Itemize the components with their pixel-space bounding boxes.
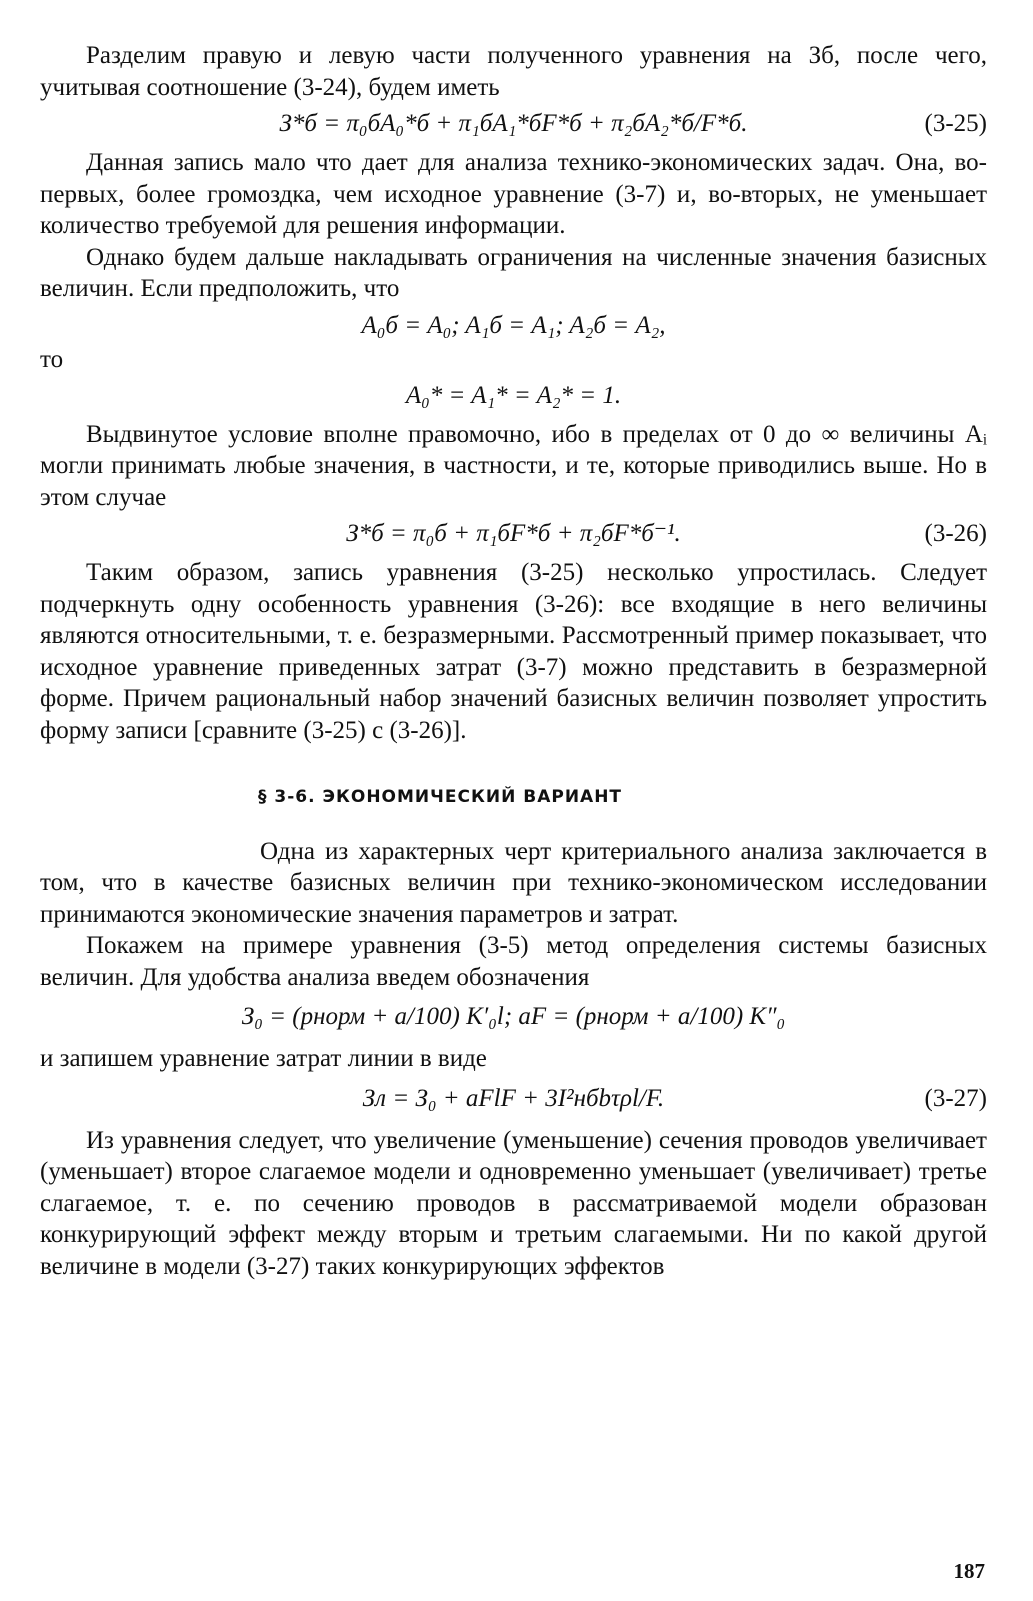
equation-3-25-expression: З*б = π₀бA₀*б + π₁бA₁*бF*б + π₂бA₂*б/F*б. [279,110,748,137]
page-number: 187 [953,1559,985,1583]
equation-3-27-number: (3-27) [924,1084,987,1112]
equation-3-26-expression: З*б = π₀б + π₁бF*б + π₂бF*б⁻¹. [346,520,681,547]
paragraph-write-cost: и запишем уравнение затрат линии в виде [40,1045,487,1072]
equation-3-27-expression: Зл = З₀ + aFlF + 3I²нбbτρl/F. [362,1084,665,1112]
equation-3-25-number: (3-25) [924,110,987,137]
paragraph-competing-effect: Из уравнения следует, что увеличение (уменьшение) сечения проводов увеличивает (уменьшает) второе слагаемое модели и одновременно уменьшает (увеличивает) третье слагаемое, т. е. по сечению проводов в рассматриваемой модели образован конкурирующий эффект между вторым и третьим слагаемыми. Ни по какой другой величине в модели (3-27) таких конкурирующих эффектов [40,1126,987,1280]
paragraph-constraints: Однако будем дальше накладывать ограничения на численные значения базисных величин. Если предположить, что [40,243,987,302]
equation-notation [40,997,987,1037]
equation-basis-equalities-expression: A₀б = A₀; A₁б = A₁; A₂б = A₂, [361,311,666,339]
equation-relative-units-expression: A₀* = A₁* = A₂* = 1. [405,381,622,409]
equation-basis-equalities [40,309,987,343]
equation-notation-expression: З₀ = (pнорм + a/100) K′₀l; aF = (pнорм + a/100) K″₀ [241,1003,786,1030]
equation-3-26 [40,517,987,551]
paragraph-simplified: Таким образом, запись уравнения (3-25) несколько упростилась. Следует подчеркнуть одну особенность уравнения (3-26): все входящие в него величины являются относительными, т. е. безразмерными. Рассмотренный пример показывает, что исходное уравнение приведенных затрат (3-7) можно представить в безразмерной форме. Причем рациональный набор значений базисных величин позволяет упростить форму записи [сравните (3-25) с (3-26)]. [40,559,987,744]
paragraph-condition: Выдвинутое условие вполне правомочно, ибо в пределах от 0 до ∞ величины Aᵢ могли принимать любые значения, в частности, и те, которые приводились выше. Но в этом случае [40,420,987,511]
equation-relative-units [40,379,987,413]
paragraph-cumbersome: Данная запись мало что дает для анализа технико-экономических задач. Она, во-первых, более громоздка, чем исходное уравнение (3-7) и, во-вторых, не уменьшает количество требуемой для решения информации. [40,149,987,239]
equation-3-27 [40,1079,987,1119]
equation-3-25 [40,107,987,141]
equation-3-26-number: (3-26) [924,520,987,547]
word-to: то [40,345,64,373]
paragraph-divide: Разделим правую и левую части полученного уравнения на Зб, после чего, учитывая соотношение (3-24), будем иметь [40,42,987,101]
paragraph-criterial: Одна из характерных черт критериального анализа заключается в том, что в качестве базисных величин при технико-экономическом исследовании принимаются экономические значения параметров и затрат. [40,837,987,928]
paragraph-example: Покажем на примере уравнения (3-5) метод определения системы базисных величин. Для удобства анализа введем обозначения [40,932,987,991]
section-heading: § 3-6. ЭКОНОМИЧЕСКИЙ ВАРИАНТ [258,787,623,807]
